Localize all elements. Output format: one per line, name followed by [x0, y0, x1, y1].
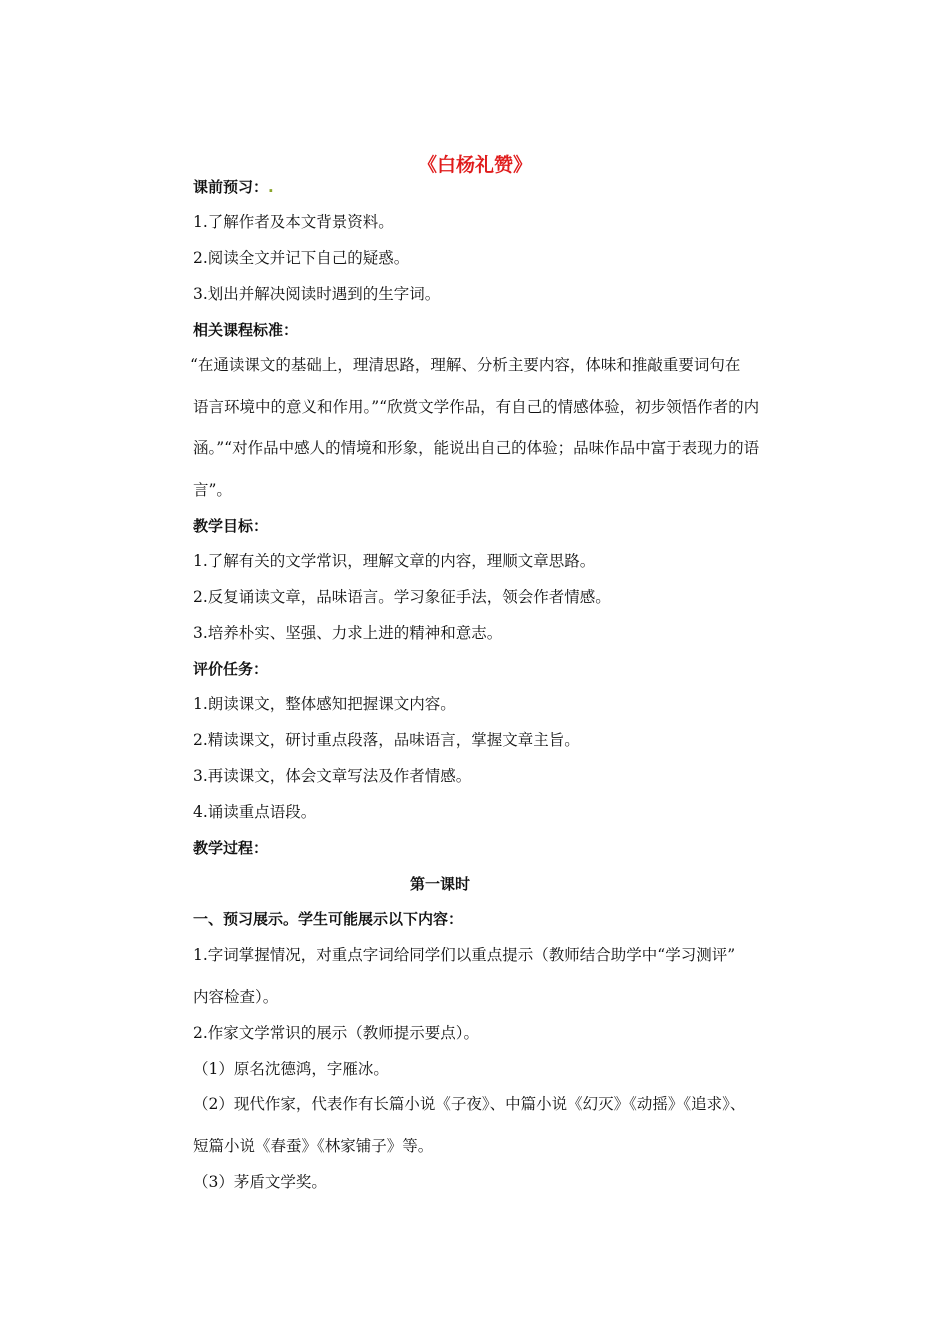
goals-heading: 教学目标： — [193, 517, 269, 535]
document-title: 《白杨礼赞》 — [417, 154, 532, 176]
goals-item-2: 2.反复诵读文章，品味语言。学习象征手法，领会作者情感。 — [193, 588, 611, 606]
process-sub-1: （1）原名沈德鸿，字雁冰。 — [193, 1060, 389, 1078]
process-sub-2-line-2: 短篇小说《春蚕》《林家铺子》等。 — [193, 1137, 434, 1155]
process-sub-2-line-1: （2）现代作家，代表作有长篇小说《子夜》、中篇小说《幻灭》《动摇》《追求》、 — [193, 1095, 746, 1113]
standard-heading: 相关课程标准： — [193, 321, 299, 339]
tasks-item-3: 3.再读课文，体会文章写法及作者情感。 — [193, 767, 472, 785]
tasks-item-4: 4.诵读重点语段。 — [193, 803, 317, 821]
goals-item-3: 3.培养朴实、坚强、力求上进的精神和意志。 — [193, 624, 503, 642]
process-item-2: 2.作家文学常识的展示（教师提示要点）。 — [193, 1024, 480, 1042]
standard-line-3: 涵。”“对作品中感人的情境和形象，能说出自己的体验；品味作品中富于表现力的语 — [193, 439, 760, 457]
section-1-heading: 一、预习展示。学生可能展示以下内容： — [193, 910, 464, 928]
tasks-item-2: 2.精读课文，研讨重点段落，品味语言，掌握文章主旨。 — [193, 731, 580, 749]
preview-item-2: 2.阅读全文并记下自己的疑惑。 — [193, 249, 410, 267]
standard-line-1: “在通读课文的基础上，理清思路，理解、分析主要内容，体味和推敲重要词句在 — [190, 356, 741, 374]
tasks-heading: 评价任务： — [193, 660, 269, 678]
lesson-title: 第一课时 — [409, 875, 470, 893]
process-item-1-line-2: 内容检查）。 — [193, 988, 279, 1006]
process-item-1-line-1: 1.字词掌握情况，对重点字词给同学们以重点提示（教师结合助学中“学习测评” — [193, 946, 736, 964]
process-sub-3: （3）茅盾文学奖。 — [193, 1173, 327, 1191]
preview-heading-row — [193, 177, 818, 197]
standard-line-2: 语言环境中的意义和作用。”“欣赏文学作品，有自己的情感体验，初步领悟作者的内 — [193, 398, 760, 416]
tasks-item-1: 1.朗读课文，整体感知把握课文内容。 — [193, 695, 456, 713]
standard-line-4: 言”。 — [193, 481, 232, 499]
preview-item-3: 3.划出并解决阅读时遇到的生字词。 — [193, 285, 441, 303]
preview-item-1: 1.了解作者及本文背景资料。 — [193, 213, 394, 231]
preview-heading: 课前预习： — [193, 178, 269, 196]
preview-marker: . — [268, 178, 274, 196]
goals-item-1: 1.了解有关的文学常识，理解文章的内容，理顺文章思路。 — [193, 552, 596, 570]
process-heading: 教学过程： — [193, 839, 269, 857]
